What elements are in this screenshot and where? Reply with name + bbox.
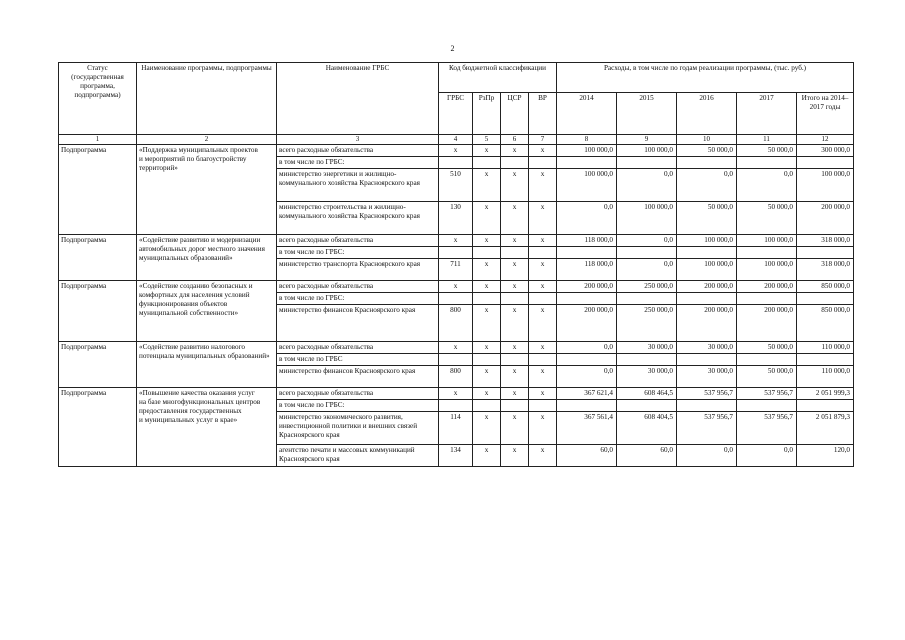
year-value-cell (617, 400, 677, 412)
code-cell: x (529, 412, 557, 445)
total-cell (797, 157, 854, 169)
code-cell: x (439, 388, 473, 400)
year-value-cell: 608 404,5 (617, 412, 677, 445)
code-cell: x (529, 235, 557, 247)
year-value-cell (677, 400, 737, 412)
column-number: 11 (737, 135, 797, 145)
header-expenses: Расходы, в том числе по годам реализации программы, (тыс. руб.) (557, 63, 854, 93)
table-row (59, 388, 854, 400)
year-value-cell: 200 000,0 (677, 305, 737, 342)
code-cell: x (473, 235, 501, 247)
column-number: 1 (59, 135, 137, 145)
year-value-cell: 250 000,0 (617, 305, 677, 342)
header-year-2017: 2017 (737, 93, 797, 135)
year-value-cell (617, 157, 677, 169)
program-name-cell: «Повышение качества оказания услуг на базе многофункциональных центров предоставления государственных и муниципальных услуг в крае» (137, 388, 277, 467)
total-cell: 110 000,0 (797, 366, 854, 388)
grbs-name-cell: всего расходные обязательства (277, 145, 439, 157)
total-cell: 300 000,0 (797, 145, 854, 157)
code-cell: x (501, 388, 529, 400)
code-cell (473, 157, 501, 169)
header-program-name: Наименование программы, подпрограммы (137, 63, 277, 135)
year-value-cell: 60,0 (617, 445, 677, 467)
total-cell (797, 354, 854, 366)
year-value-cell: 100 000,0 (557, 169, 617, 202)
status-cell: Подпрограмма (59, 235, 137, 281)
table-row (59, 342, 854, 354)
year-value-cell (557, 293, 617, 305)
code-cell: x (501, 445, 529, 467)
grbs-name-cell: агентство печати и массовых коммуникаций Красноярского края (277, 445, 439, 467)
code-cell (501, 247, 529, 259)
code-cell: x (473, 305, 501, 342)
year-value-cell (617, 247, 677, 259)
code-cell: x (501, 305, 529, 342)
year-value-cell: 50 000,0 (677, 202, 737, 235)
total-cell: 110 000,0 (797, 342, 854, 354)
header-kbk: Код бюджетной классификации (439, 63, 557, 93)
code-cell (439, 247, 473, 259)
year-value-cell: 30 000,0 (617, 366, 677, 388)
code-cell: x (473, 259, 501, 281)
header-grbs-name: Наименование ГРБС (277, 63, 439, 135)
year-value-cell: 100 000,0 (677, 259, 737, 281)
year-value-cell (557, 400, 617, 412)
year-value-cell: 30 000,0 (617, 342, 677, 354)
grbs-name-cell: министерство финансов Красноярского края (277, 305, 439, 342)
status-cell: Подпрограмма (59, 342, 137, 388)
year-value-cell: 100 000,0 (737, 259, 797, 281)
code-cell: x (501, 145, 529, 157)
year-value-cell: 0,0 (677, 445, 737, 467)
code-cell: 134 (439, 445, 473, 467)
code-cell: x (439, 281, 473, 293)
code-cell: x (529, 445, 557, 467)
code-cell: 800 (439, 366, 473, 388)
code-cell (473, 247, 501, 259)
total-cell (797, 400, 854, 412)
program-name-cell: «Поддержка муниципальных проектов и мероприятий по благоустройству территорий» (137, 145, 277, 235)
column-number: 8 (557, 135, 617, 145)
year-value-cell (737, 354, 797, 366)
column-number: 3 (277, 135, 439, 145)
grbs-name-cell: министерство финансов Красноярского края (277, 366, 439, 388)
year-value-cell: 60,0 (557, 445, 617, 467)
header-total: Итого на 2014–2017 годы (797, 93, 854, 135)
year-value-cell (737, 293, 797, 305)
year-value-cell: 250 000,0 (617, 281, 677, 293)
code-cell: x (473, 145, 501, 157)
code-cell: x (501, 202, 529, 235)
year-value-cell (677, 293, 737, 305)
code-cell: x (501, 412, 529, 445)
code-cell: x (473, 445, 501, 467)
code-cell: x (501, 366, 529, 388)
code-cell: x (439, 235, 473, 247)
year-value-cell: 0,0 (617, 235, 677, 247)
year-value-cell (677, 247, 737, 259)
code-cell: x (473, 412, 501, 445)
table-row (59, 281, 854, 293)
year-value-cell: 100 000,0 (737, 235, 797, 247)
year-value-cell: 30 000,0 (677, 342, 737, 354)
grbs-name-cell: в том числе по ГРБС: (277, 247, 439, 259)
year-value-cell: 367 621,4 (557, 388, 617, 400)
header-year-2015: 2015 (617, 93, 677, 135)
table-row (59, 235, 854, 247)
code-cell: x (529, 305, 557, 342)
status-cell: Подпрограмма (59, 388, 137, 467)
year-value-cell: 0,0 (557, 342, 617, 354)
code-cell (473, 293, 501, 305)
code-cell: x (439, 342, 473, 354)
year-value-cell: 200 000,0 (557, 305, 617, 342)
grbs-name-cell: в том числе по ГРБС: (277, 157, 439, 169)
total-cell: 120,0 (797, 445, 854, 467)
year-value-cell: 30 000,0 (677, 366, 737, 388)
code-cell: 711 (439, 259, 473, 281)
code-cell (501, 157, 529, 169)
year-value-cell: 200 000,0 (677, 281, 737, 293)
column-number: 9 (617, 135, 677, 145)
code-cell (439, 157, 473, 169)
code-cell: x (529, 366, 557, 388)
code-cell (473, 400, 501, 412)
code-cell: x (473, 281, 501, 293)
code-cell (529, 247, 557, 259)
code-cell: x (529, 202, 557, 235)
code-cell: x (473, 366, 501, 388)
budget-table (58, 62, 854, 467)
code-cell: x (501, 281, 529, 293)
code-cell: x (501, 235, 529, 247)
total-cell: 100 000,0 (797, 169, 854, 202)
total-cell: 318 000,0 (797, 259, 854, 281)
grbs-name-cell: министерство энергетики и жилищно-коммунального хозяйства Красноярского края (277, 169, 439, 202)
status-cell: Подпрограмма (59, 145, 137, 235)
year-value-cell: 100 000,0 (677, 235, 737, 247)
header-sub-rzpr: РзПр (473, 93, 501, 135)
year-value-cell (557, 247, 617, 259)
code-cell: x (529, 145, 557, 157)
code-cell: 130 (439, 202, 473, 235)
code-cell (501, 293, 529, 305)
year-value-cell: 537 956,7 (737, 412, 797, 445)
code-cell: x (473, 342, 501, 354)
column-number: 7 (529, 135, 557, 145)
grbs-name-cell: министерство экономического развития, инвестиционной политики и внешних связей Красноярского края (277, 412, 439, 445)
grbs-name-cell: всего расходные обязательства (277, 342, 439, 354)
column-number: 12 (797, 135, 854, 145)
year-value-cell (617, 293, 677, 305)
year-value-cell (557, 354, 617, 366)
code-cell: 800 (439, 305, 473, 342)
year-value-cell: 200 000,0 (557, 281, 617, 293)
total-cell (797, 247, 854, 259)
total-cell: 2 051 999,3 (797, 388, 854, 400)
column-number: 5 (473, 135, 501, 145)
header-year-2016: 2016 (677, 93, 737, 135)
code-cell: x (473, 169, 501, 202)
page-number: 2 (450, 44, 455, 53)
code-cell (529, 400, 557, 412)
year-value-cell: 537 956,7 (737, 388, 797, 400)
code-cell: x (501, 169, 529, 202)
total-cell: 850 000,0 (797, 305, 854, 342)
code-cell: x (501, 259, 529, 281)
year-value-cell: 100 000,0 (617, 145, 677, 157)
year-value-cell: 100 000,0 (557, 145, 617, 157)
year-value-cell: 118 000,0 (557, 235, 617, 247)
program-name-cell: «Содействие развитию и модернизации автомобильных дорог местного значения муниципальных образований» (137, 235, 277, 281)
year-value-cell: 0,0 (557, 202, 617, 235)
code-cell: x (529, 388, 557, 400)
code-cell (439, 354, 473, 366)
year-value-cell: 200 000,0 (737, 281, 797, 293)
year-value-cell: 50 000,0 (737, 342, 797, 354)
year-value-cell: 50 000,0 (737, 145, 797, 157)
year-value-cell (617, 354, 677, 366)
year-value-cell: 50 000,0 (677, 145, 737, 157)
year-value-cell: 118 000,0 (557, 259, 617, 281)
year-value-cell: 537 956,7 (677, 412, 737, 445)
code-cell: 114 (439, 412, 473, 445)
grbs-name-cell: в том числе по ГРБС (277, 354, 439, 366)
year-value-cell: 0,0 (557, 366, 617, 388)
year-value-cell (737, 157, 797, 169)
year-value-cell (737, 247, 797, 259)
column-number: 10 (677, 135, 737, 145)
code-cell: x (529, 342, 557, 354)
total-cell: 318 000,0 (797, 235, 854, 247)
year-value-cell: 608 464,5 (617, 388, 677, 400)
table-row (59, 145, 854, 157)
total-cell (797, 293, 854, 305)
year-value-cell: 367 561,4 (557, 412, 617, 445)
year-value-cell: 537 956,7 (677, 388, 737, 400)
column-numbers-row (59, 135, 854, 145)
grbs-name-cell: всего расходные обязательства (277, 388, 439, 400)
grbs-name-cell: в том числе по ГРБС: (277, 293, 439, 305)
year-value-cell: 100 000,0 (617, 202, 677, 235)
grbs-name-cell: в том числе по ГРБС: (277, 400, 439, 412)
year-value-cell: 0,0 (617, 259, 677, 281)
grbs-name-cell: министерство транспорта Красноярского края (277, 259, 439, 281)
program-name-cell: «Содействие развитию налогового потенциала муниципальных образований» (137, 342, 277, 388)
year-value-cell: 200 000,0 (737, 305, 797, 342)
column-number: 6 (501, 135, 529, 145)
code-cell: x (439, 145, 473, 157)
year-value-cell: 0,0 (617, 169, 677, 202)
header-year-2014: 2014 (557, 93, 617, 135)
program-name-cell: «Содействие созданию безопасных и комфортных для населения условий функционирования объектов муниципальной собственности» (137, 281, 277, 342)
grbs-name-cell: министерство строительства и жилищно-коммунального хозяйства Красноярского края (277, 202, 439, 235)
year-value-cell (557, 157, 617, 169)
year-value-cell: 50 000,0 (737, 366, 797, 388)
code-cell (501, 400, 529, 412)
code-cell (473, 354, 501, 366)
grbs-name-cell: всего расходные обязательства (277, 281, 439, 293)
year-value-cell (737, 400, 797, 412)
year-value-cell (677, 354, 737, 366)
year-value-cell: 50 000,0 (737, 202, 797, 235)
year-value-cell (677, 157, 737, 169)
code-cell: x (473, 202, 501, 235)
total-cell: 2 051 879,3 (797, 412, 854, 445)
grbs-name-cell: всего расходные обязательства (277, 235, 439, 247)
header-sub-vr: ВР (529, 93, 557, 135)
header-sub-grbs: ГРБС (439, 93, 473, 135)
code-cell: x (529, 281, 557, 293)
code-cell (529, 354, 557, 366)
year-value-cell: 0,0 (737, 445, 797, 467)
year-value-cell: 0,0 (677, 169, 737, 202)
code-cell: x (501, 342, 529, 354)
header-sub-csr: ЦСР (501, 93, 529, 135)
year-value-cell: 0,0 (737, 169, 797, 202)
total-cell: 200 000,0 (797, 202, 854, 235)
code-cell: 510 (439, 169, 473, 202)
column-number: 4 (439, 135, 473, 145)
header-status: Статус (государственная программа, подпрограмма) (59, 63, 137, 135)
code-cell (501, 354, 529, 366)
column-number: 2 (137, 135, 277, 145)
code-cell (529, 157, 557, 169)
code-cell (439, 293, 473, 305)
code-cell: x (529, 259, 557, 281)
status-cell: Подпрограмма (59, 281, 137, 342)
code-cell: x (529, 169, 557, 202)
code-cell: x (473, 388, 501, 400)
total-cell: 850 000,0 (797, 281, 854, 293)
code-cell (529, 293, 557, 305)
code-cell (439, 400, 473, 412)
